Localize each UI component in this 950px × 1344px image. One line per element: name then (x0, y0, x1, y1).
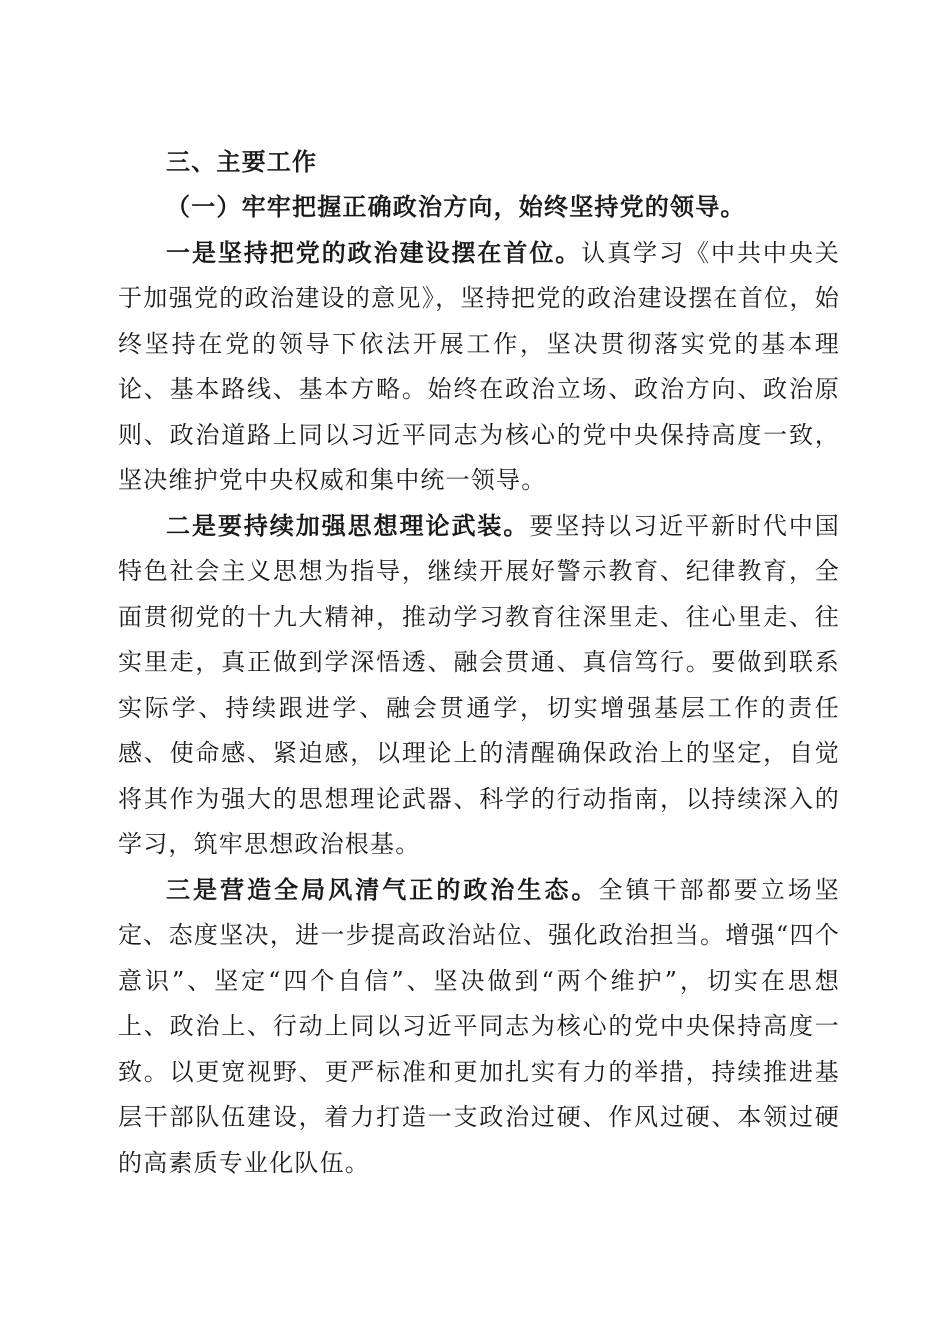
paragraph-1-body: 认真学习《中共中央关于加强党的政治建设的意见》，坚持把党的政治建设摆在首位，始终坚持在党的领导下依法开展工作，坚决贯彻落实党的基本理论、基本路线、基本方略。始终在政治立场、政治方向、政治原则、政治道路上同以习近平同志为核心的党中央保持高度一致，坚决维护党中央权威和集中统一领导。 (118, 238, 841, 494)
paragraph-2-lead: 二是要持续加强思想理论武装。 (166, 511, 530, 540)
paragraph-3 (118, 868, 840, 1187)
section-heading: 三、主要工作 (166, 148, 318, 176)
sub-heading: （一）牢牢把握正确政治方向，始终坚持党的领导。 (166, 193, 746, 221)
paragraph-1 (118, 231, 840, 504)
paragraph-2-body: 要坚持以习近平新时代中国特色社会主义思想为指导，继续开展好警示教育、纪律教育，全面贯彻党的十九大精神，推动学习教育往深里走、往心里走、往实里走，真正做到学深悟透、融会贯通、真信笃行。要做到联系实际学、持续跟进学、融会贯通学，切实增强基层工作的责任感、使命感、紧迫感，以理论上的清醒确保政治上的坚定，自觉将其作为强大的思想理论武器、科学的行动指南，以持续深入的学习，筑牢思想政治根基。 (118, 511, 840, 858)
document-body (118, 140, 840, 1186)
paragraph-2 (118, 504, 840, 868)
paragraph-1-lead: 一是坚持把党的政治建设摆在首位。 (166, 238, 582, 267)
paragraph-3-body: 全镇干部都要立场坚定、态度坚决，进一步提高政治站位、强化政治担当。增强“四个意识”、坚定“四个自信”、坚决做到“两个维护”，切实在思想上、政治上、行动上同以习近平同志为核心的党中央保持高度一致。以更宽视野、更严标准和更加扎实有力的举措，持续推进基层干部队伍建设，着力打造一支政治过硬、作风过硬、本领过硬的高素质专业化队伍。 (118, 875, 840, 1177)
paragraph-3-lead: 三是营造全局风清气正的政治生态。 (166, 875, 599, 904)
